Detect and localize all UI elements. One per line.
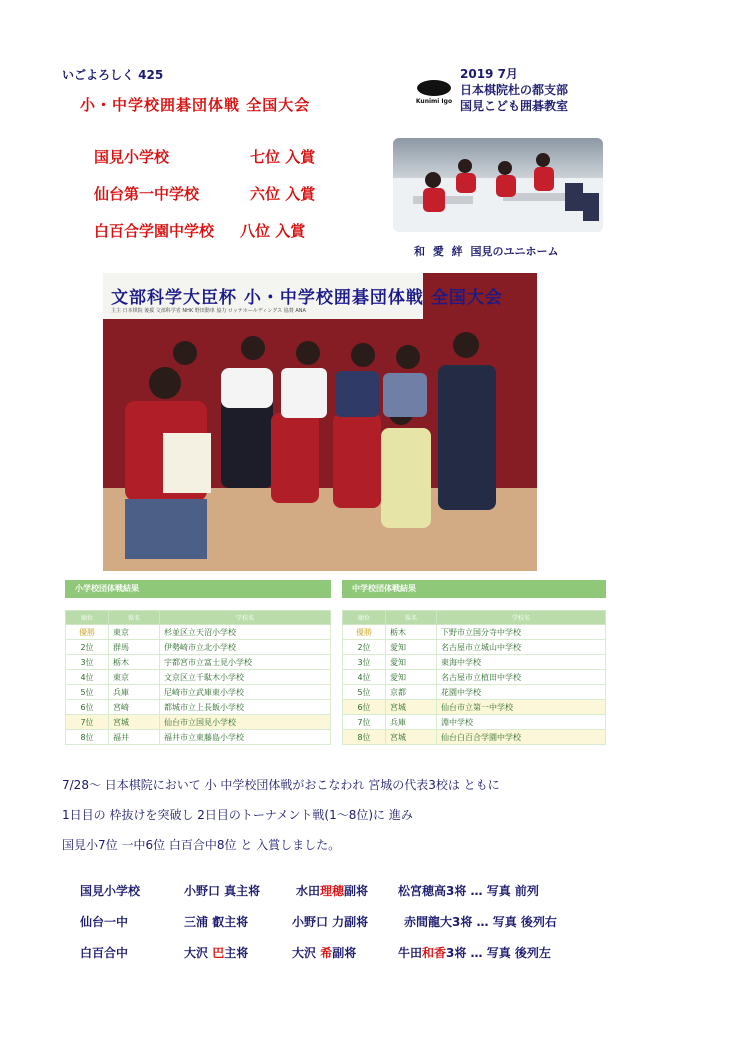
table-row xyxy=(343,715,606,730)
name-part: 副将 xyxy=(332,946,357,960)
prefecture-cell: 福井 xyxy=(109,730,160,745)
table-row-highlighted xyxy=(343,700,606,715)
name-part: 副将 xyxy=(344,884,369,898)
school-cell: 杉並区立天沼小学校 xyxy=(160,625,331,640)
column-header: 県名 xyxy=(109,611,160,625)
award-school: 仙台第一中学校 xyxy=(94,185,200,203)
school-cell: 仙台白百合学園中学校 xyxy=(437,730,606,745)
banner-title: 文部科学大臣杯 小・中学校囲碁団体戦 全国大会 xyxy=(111,288,503,308)
junior-results-table xyxy=(342,580,606,745)
award-school: 白百合学園中学校 xyxy=(94,222,215,240)
school-cell: 福井市立東藤島小学校 xyxy=(160,730,331,745)
rank-cell: 4位 xyxy=(343,670,386,685)
school-cell: 花園中学校 xyxy=(437,685,606,700)
rank-cell: 優勝 xyxy=(66,625,109,640)
table-row xyxy=(66,670,331,685)
award-rank: 八位 入賞 xyxy=(240,222,306,240)
table-row xyxy=(343,670,606,685)
table-row xyxy=(66,700,331,715)
table-row xyxy=(66,730,331,745)
school-cell: 東海中学校 xyxy=(437,655,606,670)
member-vice: 小野口 力副将 xyxy=(292,915,369,929)
rank-cell: 4位 xyxy=(66,670,109,685)
rank-cell: 6位 xyxy=(66,700,109,715)
table-row xyxy=(66,640,331,655)
member-vice xyxy=(292,944,356,961)
member-third: 松宮穂高3将 … 写真 前列 xyxy=(398,884,539,898)
logo-mark-icon xyxy=(417,80,451,96)
table-row xyxy=(343,655,606,670)
school-cell: 下野市立国分寺中学校 xyxy=(437,625,606,640)
column-header: 県名 xyxy=(386,611,437,625)
name-part: 主将 xyxy=(224,946,249,960)
member-captain: 三浦 叡主将 xyxy=(184,915,249,929)
member-school: 仙台一中 xyxy=(80,915,129,929)
prefecture-cell: 愛知 xyxy=(386,655,437,670)
award-rank: 六位 入賞 xyxy=(250,185,316,203)
event-banner xyxy=(103,273,503,319)
table-row xyxy=(343,640,606,655)
group-photo xyxy=(103,273,537,571)
table-row-highlighted xyxy=(343,730,606,745)
rank-cell: 2位 xyxy=(66,640,109,655)
table-title: 小学校団体戦結果 xyxy=(65,580,331,598)
school-cell: 都城市立上長飯小学校 xyxy=(160,700,331,715)
name-part-highlight: 理穂 xyxy=(320,884,345,898)
member-third xyxy=(398,944,551,961)
body-line: 7/28～ 日本棋院において 小 中学校団体戦がおこなわれ 宮城の代表3校は ともに xyxy=(62,778,500,792)
banner-sponsors: 主主 日本棋院 後援 文部科学省 NHK 野田動車 協力 ロッテホールディングス 協賛 ANA xyxy=(111,308,306,314)
rank-cell: 3位 xyxy=(343,655,386,670)
column-header: 順位 xyxy=(66,611,109,625)
school-cell: 名古屋市立植田中学校 xyxy=(437,670,606,685)
prefecture-cell: 兵庫 xyxy=(109,685,160,700)
name-part-highlight: 和香 xyxy=(422,946,447,960)
org-line2: 国見こども囲碁教室 xyxy=(460,99,569,113)
school-cell: 淵中学校 xyxy=(437,715,606,730)
member-captain: 小野口 真主将 xyxy=(184,884,261,898)
body-line: 国見小7位 一中6位 白百合中8位 と 入賞しました。 xyxy=(62,838,341,852)
table-title: 中学校団体戦結果 xyxy=(342,580,606,598)
rank-cell: 7位 xyxy=(343,715,386,730)
award-school: 国見小学校 xyxy=(94,148,170,166)
rank-cell: 優勝 xyxy=(343,625,386,640)
prefecture-cell: 宮城 xyxy=(386,730,437,745)
school-cell: 文京区立千駄木小学校 xyxy=(160,670,331,685)
table-row xyxy=(66,655,331,670)
name-part: 牛田 xyxy=(398,946,423,960)
member-captain xyxy=(184,944,248,961)
table-row-highlighted xyxy=(66,715,331,730)
table-row xyxy=(66,625,331,640)
table-row xyxy=(343,625,606,640)
body-line: 1日目の 枠抜けを突破し 2日目のトーナメント戦(1～8位)に 進み xyxy=(62,808,413,822)
column-header: 順位 xyxy=(343,611,386,625)
member-school: 白百合中 xyxy=(80,946,129,960)
prefecture-cell: 東京 xyxy=(109,670,160,685)
prefecture-cell: 東京 xyxy=(109,625,160,640)
prefecture-cell: 愛知 xyxy=(386,640,437,655)
series-label: いごよろしく 425 xyxy=(62,68,164,82)
name-part-highlight: 巴 xyxy=(212,946,225,960)
award-row xyxy=(94,183,354,203)
team-uniform-photo xyxy=(393,138,603,232)
prefecture-cell: 栃木 xyxy=(386,625,437,640)
award-row xyxy=(94,146,354,166)
uniform-caption: 和 愛 絆 国見のユニホーム xyxy=(414,245,559,258)
member-third: 赤間龍大3将 … 写真 後列右 xyxy=(404,915,557,929)
column-header: 学校名 xyxy=(160,611,331,625)
page-title: 小・中学校囲碁団体戦 全国大会 xyxy=(80,96,311,114)
rank-cell: 6位 xyxy=(343,700,386,715)
name-part-highlight: 希 xyxy=(320,946,333,960)
prefecture-cell: 宮城 xyxy=(386,700,437,715)
name-part: 大沢 xyxy=(292,946,321,960)
name-part: 水田 xyxy=(296,884,321,898)
table-row xyxy=(66,685,331,700)
name-part: 3将 … 写真 後列左 xyxy=(446,946,551,960)
award-row xyxy=(94,220,354,240)
table-row xyxy=(343,685,606,700)
elementary-results-table xyxy=(65,580,331,745)
rank-cell: 5位 xyxy=(343,685,386,700)
rank-cell: 7位 xyxy=(66,715,109,730)
school-cell: 伊勢崎市立北小学校 xyxy=(160,640,331,655)
prefecture-cell: 栃木 xyxy=(109,655,160,670)
logo-text: Kunimi Igo xyxy=(415,98,453,105)
name-part: 大沢 xyxy=(184,946,213,960)
date: 2019 7月 xyxy=(460,67,518,81)
uniform-photo-illustration xyxy=(393,138,603,232)
results-grid xyxy=(342,610,606,745)
prefecture-cell: 群馬 xyxy=(109,640,160,655)
header-info xyxy=(460,66,568,114)
school-cell: 宇都宮市立富士見小学校 xyxy=(160,655,331,670)
school-cell: 仙台市立国見小学校 xyxy=(160,715,331,730)
org-line1: 日本棋院杜の都支部 xyxy=(460,83,569,97)
prefecture-cell: 京都 xyxy=(386,685,437,700)
school-cell: 仙台市立第一中学校 xyxy=(437,700,606,715)
award-rank: 七位 入賞 xyxy=(250,148,316,166)
rank-cell: 2位 xyxy=(343,640,386,655)
prefecture-cell: 宮崎 xyxy=(109,700,160,715)
prefecture-cell: 宮城 xyxy=(109,715,160,730)
member-school: 国見小学校 xyxy=(80,884,141,898)
column-header: 学校名 xyxy=(437,611,606,625)
school-cell: 名古屋市立城山中学校 xyxy=(437,640,606,655)
rank-cell: 5位 xyxy=(66,685,109,700)
prefecture-cell: 愛知 xyxy=(386,670,437,685)
rank-cell: 8位 xyxy=(343,730,386,745)
rank-cell: 8位 xyxy=(66,730,109,745)
prefecture-cell: 兵庫 xyxy=(386,715,437,730)
results-grid xyxy=(65,610,331,745)
rank-cell: 3位 xyxy=(66,655,109,670)
club-logo xyxy=(413,80,455,105)
member-vice xyxy=(296,882,368,899)
school-cell: 尼崎市立武庫東小学校 xyxy=(160,685,331,700)
